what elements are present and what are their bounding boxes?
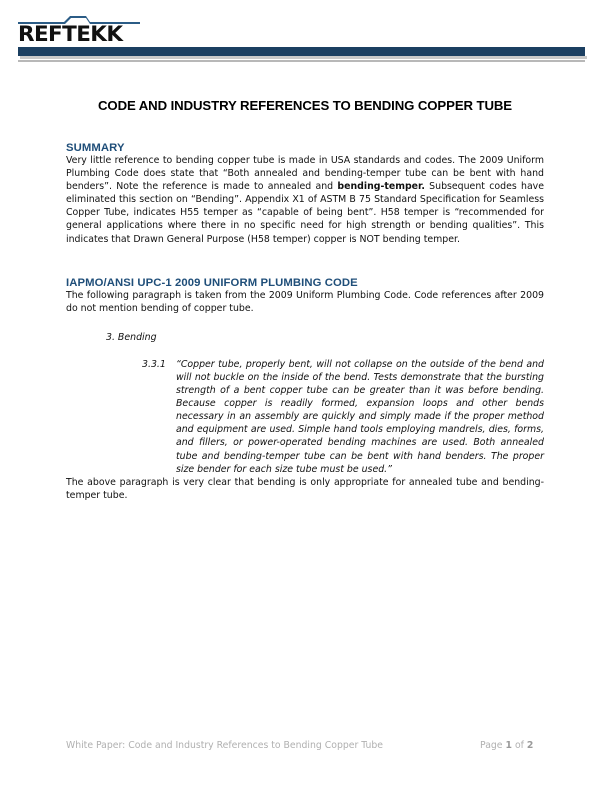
footer-document-title: White Paper: Code and Industry References to Bending Copper Tube <box>66 740 384 751</box>
logo-wordmark: REFTEKK <box>18 22 123 47</box>
summary-text-part1: Very little reference to bending copper tube is made in USA standards and codes. The 2009 Uniform Plumbing Code does state that “Both annealed and bending-temper tube can be bent with hand benders”. Note the reference is made to annealed and <box>66 155 544 193</box>
clause-title-bending: 3. Bending <box>106 331 157 343</box>
page-title: CODE AND INDUSTRY REFERENCES TO BENDING COPPER TUBE <box>97 98 512 113</box>
summary-paragraph <box>66 154 544 246</box>
footer-page-of: of <box>514 740 524 751</box>
summary-text-part2: Subsequent codes have eliminated this section on “Bending”. Appendix X1 of ASTM B 75 Standard Specification for Seamless Copper Tube, indicates H55 temper as “capable of being bent”. H58 temper is “recommended for general applications where there in no specific need for high strength or bending qualities”. This indicates that Drawn General Purpose (H58 temper) copper is NOT bending temper. <box>66 181 544 245</box>
document-body <box>66 0 544 502</box>
summary-bold-term: bending-temper. <box>337 181 425 193</box>
clause-number: 3.3.1 <box>142 358 166 370</box>
section-heading-upc: IAPMO/ANSI UPC-1 2009 UNIFORM PLUMBING CODE <box>66 276 358 289</box>
closing-paragraph: The above paragraph is very clear that bending is only appropriate for annealed tube and bending- temper tube. <box>66 476 544 501</box>
page-footer <box>0 738 608 762</box>
footer-page-number <box>480 740 533 751</box>
footer-page-label: Page <box>480 740 503 751</box>
quoted-clause-block <box>142 358 544 476</box>
clause-quote-text: “Copper tube, properly bent, will not collapse on the outside of the bend and will not buckle on the inside of the bend. Tests demonstrate that the bursting strength of a bent copper tube can be greater than it was before bending. Because copper is readily formed, expansion loops and other bends necessary in an assembly are quickly and simply made if the proper method and equipment are used. Simple hand tools employing mandrels, dies, forms, and fillers, or power-operated bending machines are used. Both annealed tube and bending-temper tube can be bent with hand benders. The proper size bender for each size tube must be used.” <box>176 358 544 475</box>
footer-page-total: 2 <box>526 740 534 751</box>
upc-intro-paragraph: The following paragraph is taken from the 2009 Uniform Plumbing Code. Code references after 2009 do not mention bending of copper tube. <box>66 289 544 314</box>
footer-page-current: 1 <box>505 740 512 751</box>
section-heading-summary: SUMMARY <box>66 142 125 154</box>
